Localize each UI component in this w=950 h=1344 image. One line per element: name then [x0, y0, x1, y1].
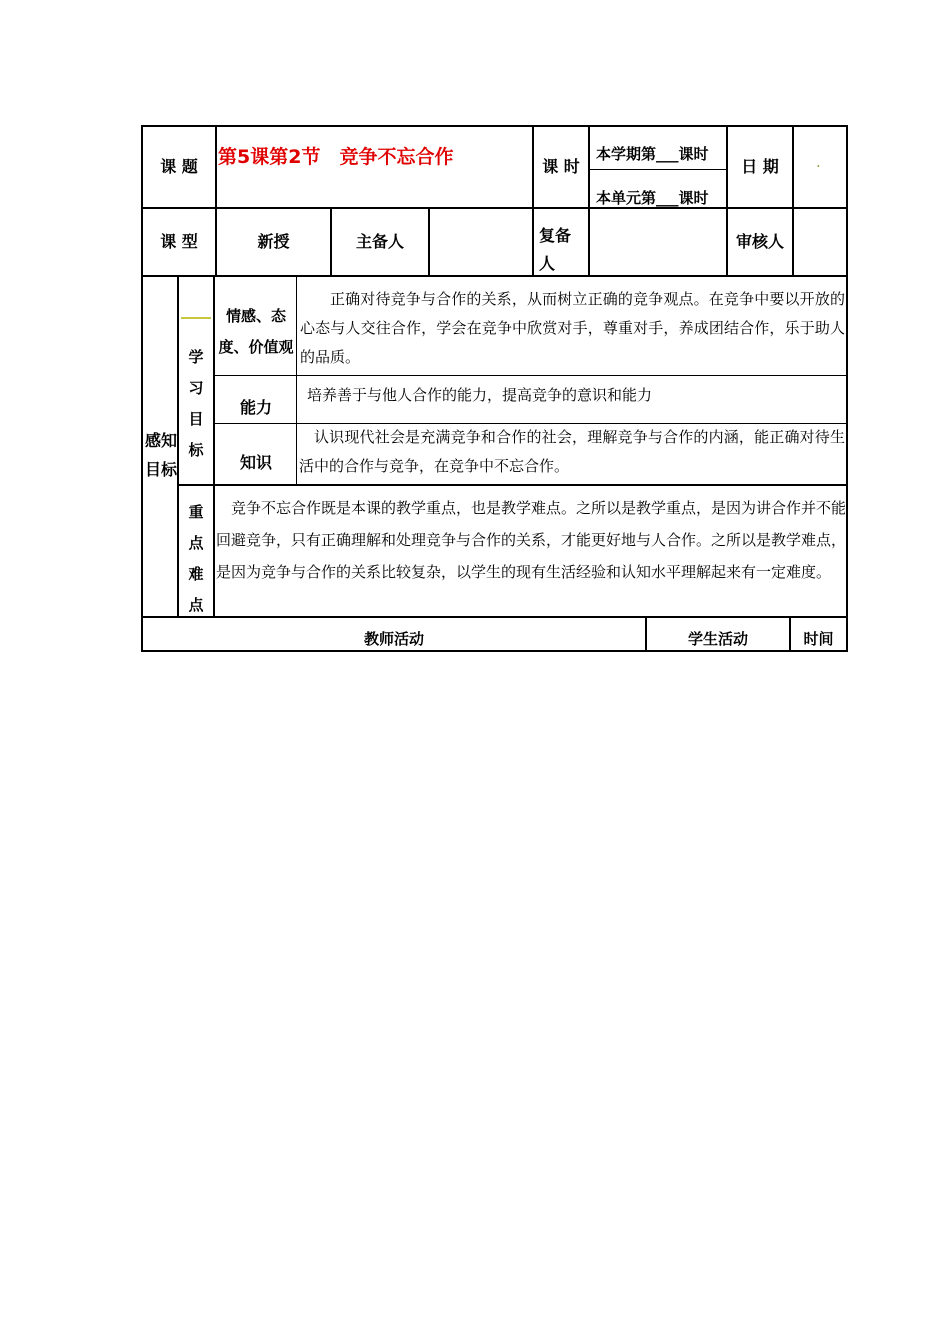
key-points-text: 竞争不忘合作既是本课的教学重点，也是教学难点。之所以是教学重点，是因为讲合作并不能回避竞争，只有正确理解和处理竞争与合作的关系，才能更好地与人合作。之所以是教学难点，是因为竞争与合作的关系比较复杂，以学生的现有生活经验和认知水平理解起来有一定难度。	[216, 499, 847, 581]
perception-goals-label: 感知目标	[145, 431, 178, 479]
key-points-label-text: 重点难点	[188, 503, 204, 614]
table-divider	[792, 125, 794, 209]
lesson-title: 第5课第2节 竞争不忘合作	[218, 146, 454, 168]
reviewer-value	[794, 209, 846, 275]
key-points-label	[179, 497, 213, 617]
table-divider	[215, 125, 217, 209]
table-divider	[214, 375, 847, 376]
objective-text-ability: 培养善于与他人合作的能力，提高竞争的意识和能力	[307, 386, 653, 404]
table-divider	[296, 275, 297, 485]
lesson-label: 课 题	[160, 157, 198, 176]
main-preparer-label: 主备人	[355, 232, 404, 251]
objective-label-knowledge: 知识	[239, 453, 272, 472]
teacher-activity-header: 教师活动	[363, 630, 424, 648]
study-goals-label	[179, 336, 213, 472]
unit-period: 本单元第___课时	[596, 189, 709, 207]
period-label: 课 时	[542, 157, 580, 176]
objective-text-knowledge: 认识现代社会是充满竞争和合作的社会，理解竞争与合作的内涵，能正确对待生活中的合作与竞争，在竞争中不忘合作。	[299, 428, 845, 475]
study-goals-highlight	[181, 317, 211, 319]
table-divider	[141, 616, 848, 618]
type-label: 课 型	[160, 232, 198, 251]
table-divider	[141, 275, 848, 277]
co-preparer-value	[590, 209, 726, 275]
semester-period: 本学期第___课时	[596, 145, 709, 163]
table-divider	[589, 169, 727, 170]
table-border	[846, 125, 848, 652]
table-divider	[178, 484, 847, 486]
date-value: .	[816, 153, 821, 171]
date-label: 日 期	[741, 157, 779, 176]
type-value: 新授	[257, 232, 290, 251]
table-divider	[213, 275, 215, 617]
study-goals-label-text: 学习目标	[188, 348, 204, 459]
objective-label-ability: 能力	[239, 398, 272, 417]
time-header: 时间	[803, 630, 834, 648]
co-preparer-label: 复备人	[539, 226, 572, 273]
table-divider	[141, 650, 848, 652]
objective-label-attitude: 情感、态度、价值观	[218, 307, 294, 356]
table-divider	[532, 207, 534, 277]
objective-text-attitude: 正确对待竞争与合作的关系，从而树立正确的竞争观点。在竞争中要以开放的心态与人交往合作，学会在竞争中欣赏对手，尊重对手，养成团结合作，乐于助人的品质。	[300, 290, 845, 366]
main-preparer-value	[430, 209, 532, 275]
reviewer-label: 审核人	[735, 232, 784, 251]
table-divider	[588, 125, 590, 209]
student-activity-header: 学生活动	[687, 630, 748, 648]
